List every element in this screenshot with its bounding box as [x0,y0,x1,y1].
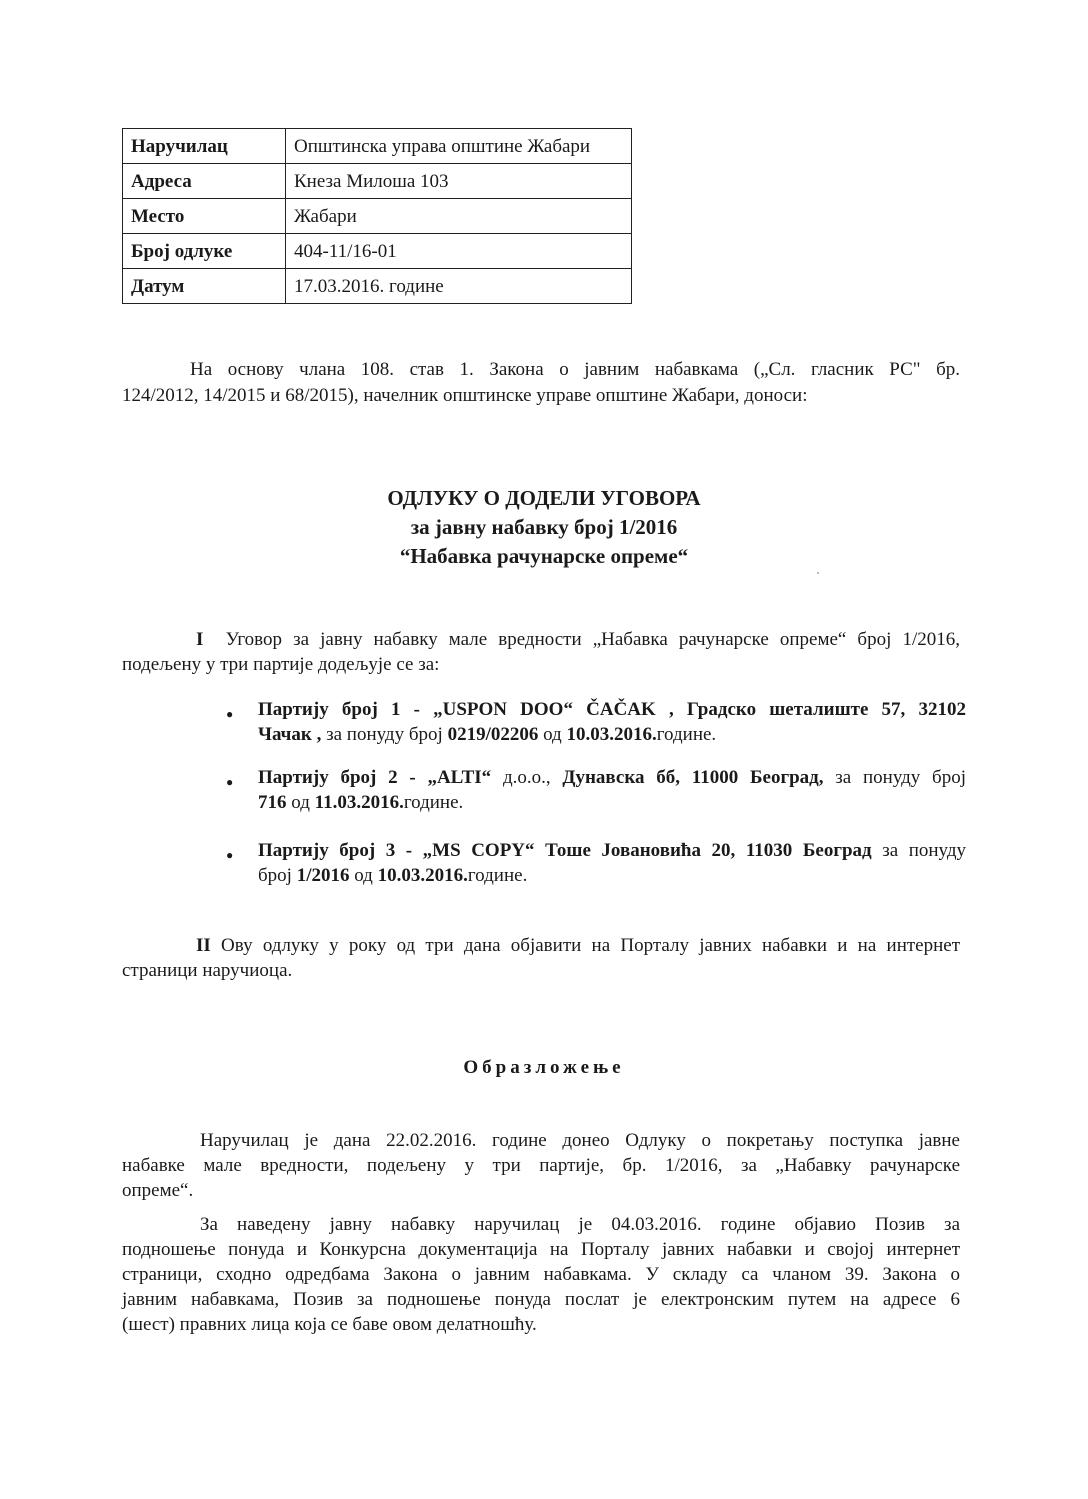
section-1-line-2: подељену у три партије додељује се за: [122,654,440,675]
table-row [123,199,632,234]
section-1-numeral: I [196,629,204,650]
section-2-line-1 [196,933,960,958]
section-2-numeral: II [196,935,211,956]
value-cell: 17.03.2016. године [286,269,632,304]
explanation-p2-line-2: подношење понуда и Конкурсна документација на Порталу јавних набавки и својој интернет [122,1239,960,1260]
lot-2-text: од [286,792,315,813]
lot-1 [258,697,966,747]
section-1-line-1 [196,627,960,652]
label-cell: Број одлуке [123,234,286,269]
lot-3-date: 10.03.2016. [377,865,468,886]
explanation-p1-line-2: набавке мале вредности, подељену у три партије, бр. 1/2016, за „Набавку рачунарске [122,1155,960,1176]
lot-1-title: Партију број 1 - „USPON DOO“ ČAČAK , Градско шеталиште 57, 32102 [258,699,966,720]
title-line-3: “Набавка рачунарске опреме“ [399,544,689,568]
section-1-text: Уговор за јавну набавку мале вредности „Набавка рачунарске опреме“ број 1/2016, [225,629,960,650]
explanation-p2-line-1: За наведену јавну набавку наручилац је 04.03.2016. године објавио Позив за [200,1214,960,1235]
explanation-heading: Образложење [463,1057,625,1078]
lot-3-offer-number: 1/2016 [296,865,350,886]
lot-1-text: за понуду број [321,724,448,745]
lot-2-offer-number: 716 [258,792,287,813]
lot-2 [258,765,966,815]
table-row [123,269,632,304]
label-cell: Адреса [123,164,286,199]
scan-speck [817,572,819,574]
bullet-icon: ● [226,775,234,789]
value-cell: 404-11/16-01 [286,234,632,269]
table-row [123,164,632,199]
explanation-p2-line-5: (шест) правних лица која се баве овом делатношћу. [122,1314,537,1335]
table-row [123,129,632,164]
section-2-text: Ову одлуку у року од три дана објавити на Порталу јавних набавки и на интернет [210,935,960,956]
lot-3 [258,838,966,888]
lot-3-text: од [349,865,378,886]
lot-2-title: Партију број 2 - „ALTI“ [258,767,492,788]
label-cell: Наручилац [123,129,286,164]
decision-title [0,484,1088,571]
explanation-p1-line-1: Наручилац је дана 22.02.2016. године донео Одлуку о покретању поступка јавне [200,1130,960,1151]
preamble-line-1: На основу члана 108. став 1. Закона о јавним набавкама („Сл. гласник РС" бр. [190,359,960,380]
table-row [123,234,632,269]
section-2-line-2: страници наручиоца. [122,960,293,981]
lot-1-city: Чачак , [258,724,322,745]
lot-1-date: 10.03.2016. [566,724,657,745]
preamble-line-2: 124/2012, 14/2015 и 68/2015), начелник општинске управе општине Жабари, доноси: [122,385,808,406]
lot-3-text: број [258,865,297,886]
lot-3-text: за понуду [871,840,966,861]
lot-3-text: године. [467,865,528,886]
lot-2-date: 11.03.2016. [314,792,404,813]
bullet-icon: ● [226,848,234,862]
explanation-p2-line-3: страници, сходно одредбама Закона о јавним набавкама. У складу са чланом 39. Закона о [122,1264,960,1285]
bullet-icon: ● [226,707,234,721]
lot-3-title: Партију број 3 - „MS COPY“ Тоше Јовановића 20, 11030 Београд [258,840,872,861]
explanation-p2-line-4: јавним набавкама, Позив за подношење понуда послат је електронским путем на адресе 6 [122,1289,960,1310]
lot-2-text: за понуду број [823,767,967,788]
info-table [122,128,632,304]
lot-1-offer-number: 0219/02206 [447,724,539,745]
lot-2-text: године. [403,792,464,813]
label-cell: Место [123,199,286,234]
value-cell: Жабари [286,199,632,234]
lot-1-text: од [538,724,567,745]
lot-2-address: Дунавска бб, 11000 Београд, [562,767,824,788]
value-cell: Кнеза Милоша 103 [286,164,632,199]
label-cell: Датум [123,269,286,304]
lot-1-text: године. [656,724,717,745]
title-line-2: за јавну набавку број 1/2016 [410,515,678,539]
explanation-p1-line-3: опреме“. [122,1180,194,1201]
value-cell: Општинска управа општине Жабари [286,129,632,164]
lot-2-text: д.о.о., [491,767,563,788]
title-line-1: ОДЛУКУ О ДОДЕЛИ УГОВОРА [387,486,701,510]
